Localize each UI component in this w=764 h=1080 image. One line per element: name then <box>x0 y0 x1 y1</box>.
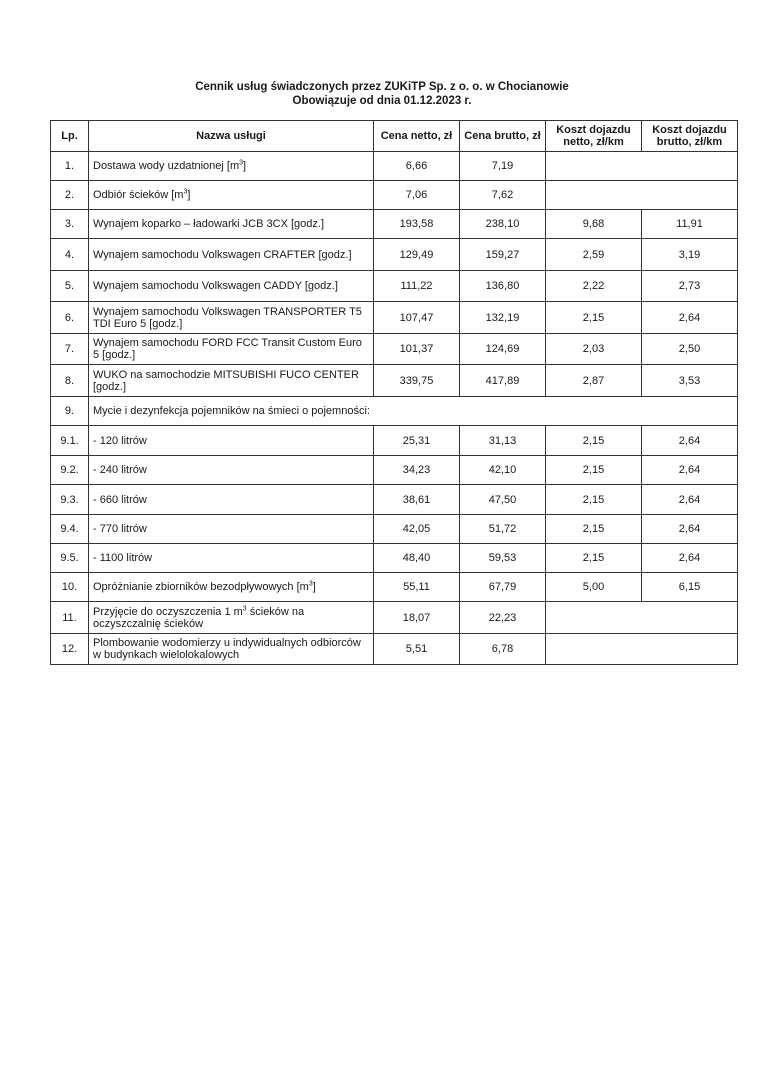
cell-travel-net: 2,15 <box>546 456 642 485</box>
cell-travel-net: 2,22 <box>546 271 642 302</box>
cell-travel-net: 2,59 <box>546 239 642 271</box>
cell-travel-net: 2,15 <box>546 515 642 544</box>
cell-travel-gross: 2,50 <box>642 334 738 365</box>
cell-price-gross: 47,50 <box>460 485 546 515</box>
cell-lp: 11. <box>51 602 89 634</box>
cell-price-gross: 42,10 <box>460 456 546 485</box>
cell-lp: 10. <box>51 573 89 602</box>
cell-travel-net: 2,15 <box>546 302 642 334</box>
cell-price-gross: 51,72 <box>460 515 546 544</box>
table-row <box>51 426 738 456</box>
cell-travel-net: 9,68 <box>546 210 642 239</box>
cell-service-name <box>89 397 738 426</box>
cell-price-gross: 132,19 <box>460 302 546 334</box>
service-name-text: Wynajem samochodu Volkswagen CRAFTER [godz.] <box>93 248 352 261</box>
table-row <box>51 239 738 271</box>
unit-exponent: 3 <box>183 188 188 196</box>
cell-service-name <box>89 515 374 544</box>
cell-price-net: 339,75 <box>374 365 460 397</box>
cell-price-net: 193,58 <box>374 210 460 239</box>
cell-price-net: 25,31 <box>374 426 460 456</box>
cell-price-net: 101,37 <box>374 334 460 365</box>
cell-price-gross: 7,62 <box>460 181 546 210</box>
cell-travel-gross: 6,15 <box>642 573 738 602</box>
cell-service-name <box>89 573 374 602</box>
cell-price-net: 111,22 <box>374 271 460 302</box>
unit-exponent: 3 <box>308 580 313 588</box>
cell-travel-gross: 2,73 <box>642 271 738 302</box>
cell-travel-empty <box>546 634 738 665</box>
service-name-text: - 120 litrów <box>93 434 147 447</box>
service-name-text: - 240 litrów <box>93 464 147 476</box>
service-name-text: - 770 litrów <box>93 523 147 535</box>
service-name-text: - 1100 litrów <box>93 552 153 564</box>
cell-travel-net: 2,15 <box>546 485 642 515</box>
table-row <box>51 544 738 573</box>
cell-lp: 9.3. <box>51 485 89 515</box>
cell-lp: 9.1. <box>51 426 89 456</box>
cell-price-gross: 59,53 <box>460 544 546 573</box>
cell-price-net: 38,61 <box>374 485 460 515</box>
cell-travel-net: 2,87 <box>546 365 642 397</box>
cell-service-name <box>89 544 374 573</box>
cell-lp: 8. <box>51 365 89 397</box>
cell-price-gross: 159,27 <box>460 239 546 271</box>
cell-travel-gross: 2,64 <box>642 302 738 334</box>
title-line-1: Cennik usług świadczonych przez ZUKiTP Sp. z o. o. w Chocianowie <box>195 81 569 93</box>
header-travel-net: Koszt dojazdu netto, zł/km <box>546 121 642 152</box>
service-name-text: - 660 litrów <box>93 493 147 506</box>
price-table <box>50 120 738 665</box>
service-name-suffix: ] <box>312 581 316 593</box>
unit-exponent: 3 <box>242 604 247 612</box>
cell-price-net: 18,07 <box>374 602 460 634</box>
service-name-suffix: ] <box>187 189 191 201</box>
header-name: Nazwa usługi <box>89 121 374 152</box>
cell-lp: 4. <box>51 239 89 271</box>
service-name-text: Wynajem samochodu FORD FCC Transit Custom Euro 5 [godz.] <box>93 337 362 361</box>
service-name-suffix: ścieków na oczyszczalnię ścieków <box>93 605 305 630</box>
cell-lp: 6. <box>51 302 89 334</box>
table-row <box>51 302 738 334</box>
table-row <box>51 634 738 665</box>
service-name-text: Wynajem samochodu Volkswagen TRANSPORTER T5 TDI Euro 5 [godz.] <box>93 305 362 330</box>
table-row <box>51 573 738 602</box>
table-row <box>51 181 738 210</box>
cell-travel-gross: 11,91 <box>642 210 738 239</box>
document-title <box>0 80 764 108</box>
cell-price-net: 107,47 <box>374 302 460 334</box>
cell-travel-gross: 2,64 <box>642 456 738 485</box>
cell-price-gross: 7,19 <box>460 152 546 181</box>
cell-price-net: 34,23 <box>374 456 460 485</box>
cell-service-name <box>89 634 374 665</box>
service-name-text: Wynajem samochodu Volkswagen CADDY [godz.] <box>93 280 338 292</box>
cell-travel-gross: 2,64 <box>642 426 738 456</box>
cell-price-net: 48,40 <box>374 544 460 573</box>
cell-price-net: 42,05 <box>374 515 460 544</box>
cell-travel-gross: 2,64 <box>642 515 738 544</box>
table-row <box>51 515 738 544</box>
cell-service-name <box>89 152 374 181</box>
service-name-text: Opróżnianie zbiorników bezodpływowych [m <box>93 581 309 593</box>
header-travel-gross: Koszt dojazdu brutto, zł/km <box>642 121 738 152</box>
cell-travel-gross: 3,53 <box>642 365 738 397</box>
cell-service-name <box>89 181 374 210</box>
cell-lp: 2. <box>51 181 89 210</box>
table-row <box>51 334 738 365</box>
cell-price-net: 5,51 <box>374 634 460 665</box>
service-name-text: Dostawa wody uzdatnionej [m <box>93 160 240 172</box>
cell-service-name <box>89 485 374 515</box>
service-name-text: WUKO na samochodzie MITSUBISHI FUCO CENTER [godz.] <box>93 368 359 393</box>
service-name-text: Odbiór ścieków [m <box>93 189 184 201</box>
table-row <box>51 210 738 239</box>
cell-travel-empty <box>546 602 738 634</box>
cell-service-name <box>89 210 374 239</box>
cell-price-gross: 67,79 <box>460 573 546 602</box>
cell-service-name <box>89 334 374 365</box>
cell-price-net: 7,06 <box>374 181 460 210</box>
cell-price-net: 129,49 <box>374 239 460 271</box>
cell-lp: 9.5. <box>51 544 89 573</box>
title-line-2: Obowiązuje od dnia 01.12.2023 r. <box>292 95 472 107</box>
cell-travel-net: 2,15 <box>546 426 642 456</box>
cell-service-name <box>89 365 374 397</box>
cell-price-net: 6,66 <box>374 152 460 181</box>
table-row <box>51 456 738 485</box>
cell-travel-net: 2,03 <box>546 334 642 365</box>
cell-price-gross: 124,69 <box>460 334 546 365</box>
service-name-text: Mycie i dezynfekcja pojemników na śmieci o pojemności: <box>93 405 370 417</box>
cell-travel-gross: 2,64 <box>642 544 738 573</box>
cell-travel-net: 2,15 <box>546 544 642 573</box>
cell-lp: 9.4. <box>51 515 89 544</box>
cell-service-name <box>89 456 374 485</box>
table-body <box>51 152 738 665</box>
cell-lp: 12. <box>51 634 89 665</box>
unit-exponent: 3 <box>239 159 244 167</box>
cell-lp: 5. <box>51 271 89 302</box>
cell-price-net: 55,11 <box>374 573 460 602</box>
cell-service-name <box>89 302 374 334</box>
table-row <box>51 397 738 426</box>
cell-lp: 9. <box>51 397 89 426</box>
table-row <box>51 485 738 515</box>
cell-travel-gross: 3,19 <box>642 239 738 271</box>
service-name-text: Plombowanie wodomierzy u indywidualnych odbiorców w budynkach wielolokalowych <box>93 637 361 661</box>
cell-service-name <box>89 271 374 302</box>
cell-price-gross: 136,80 <box>460 271 546 302</box>
cell-travel-gross: 2,64 <box>642 485 738 515</box>
cell-travel-net: 5,00 <box>546 573 642 602</box>
cell-service-name <box>89 426 374 456</box>
cell-service-name <box>89 602 374 634</box>
table-row <box>51 365 738 397</box>
cell-price-gross: 238,10 <box>460 210 546 239</box>
table-row <box>51 152 738 181</box>
header-lp: Lp. <box>51 121 89 152</box>
cell-lp: 1. <box>51 152 89 181</box>
table-row <box>51 271 738 302</box>
header-gross: Cena brutto, zł <box>460 121 546 152</box>
cell-lp: 7. <box>51 334 89 365</box>
cell-price-gross: 31,13 <box>460 426 546 456</box>
cell-price-gross: 6,78 <box>460 634 546 665</box>
cell-price-gross: 417,89 <box>460 365 546 397</box>
table-header-row <box>51 121 738 152</box>
cell-travel-empty <box>546 152 738 181</box>
service-name-suffix: ] <box>243 160 247 172</box>
cell-service-name <box>89 239 374 271</box>
cell-price-gross: 22,23 <box>460 602 546 634</box>
table-row <box>51 602 738 634</box>
cell-travel-empty <box>546 181 738 210</box>
service-name-text: Przyjęcie do oczyszczenia 1 m <box>93 605 243 618</box>
cell-lp: 3. <box>51 210 89 239</box>
cell-lp: 9.2. <box>51 456 89 485</box>
header-net: Cena netto, zł <box>374 121 460 152</box>
service-name-text: Wynajem koparko – ładowarki JCB 3CX [godz.] <box>93 218 324 230</box>
